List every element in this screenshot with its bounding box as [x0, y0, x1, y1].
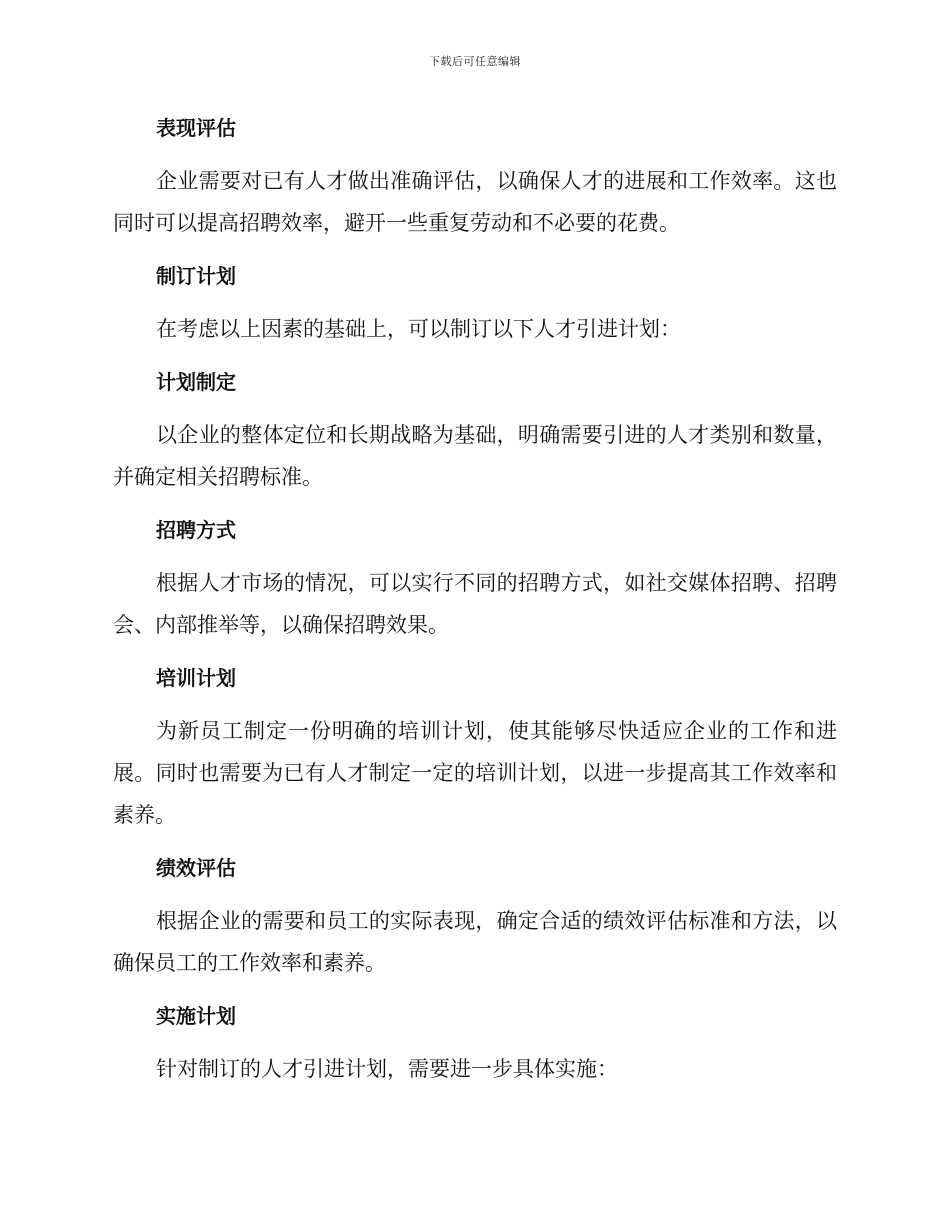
section-heading: 培训计划: [156, 666, 236, 690]
section-heading: 制订计划: [156, 264, 236, 288]
section-training-plan: [113, 658, 837, 836]
section-paragraph: 为新员工制定一份明确的培训计划，使其能够尽快适应企业的工作和进展。同时也需要为已有人才制定一定的培训计划，以进一步提高其工作效率和素养。: [113, 719, 837, 827]
section-paragraph: 针对制订的人才引进计划，需要进一步具体实施：: [156, 1057, 618, 1081]
section-plan-formulation: [113, 362, 837, 498]
section-heading: 实施计划: [156, 1004, 236, 1028]
document-content: [113, 108, 837, 1102]
section-paragraph: 根据企业的需要和员工的实际表现，确定合适的绩效评估标准和方法，以确保员工的工作效率和素养。: [113, 909, 837, 975]
section-paragraph: 企业需要对已有人才做出准确评估，以确保人才的进展和工作效率。这也同时可以提高招聘效率，避开一些重复劳动和不必要的花费。: [113, 169, 837, 235]
section-performance-evaluation: [113, 108, 837, 244]
section-performance-appraisal: [113, 848, 837, 984]
section-make-plan: [113, 256, 837, 350]
section-paragraph: 根据人才市场的情况，可以实行不同的招聘方式，如社交媒体招聘、招聘会、内部推举等，以确保招聘效果。: [113, 571, 837, 637]
section-heading: 计划制定: [156, 370, 236, 394]
section-recruitment-methods: [113, 510, 837, 646]
page-header: 下载后可任意编辑: [429, 55, 521, 68]
section-heading: 招聘方式: [156, 518, 236, 542]
section-heading: 绩效评估: [156, 856, 236, 880]
section-paragraph: 在考虑以上因素的基础上，可以制订以下人才引进计划：: [156, 317, 681, 341]
section-heading: 表现评估: [156, 116, 236, 140]
section-paragraph: 以企业的整体定位和长期战略为基础，明确需要引进的人才类别和数量，并确定相关招聘标准。: [113, 423, 837, 489]
section-implementation-plan: [113, 996, 837, 1090]
